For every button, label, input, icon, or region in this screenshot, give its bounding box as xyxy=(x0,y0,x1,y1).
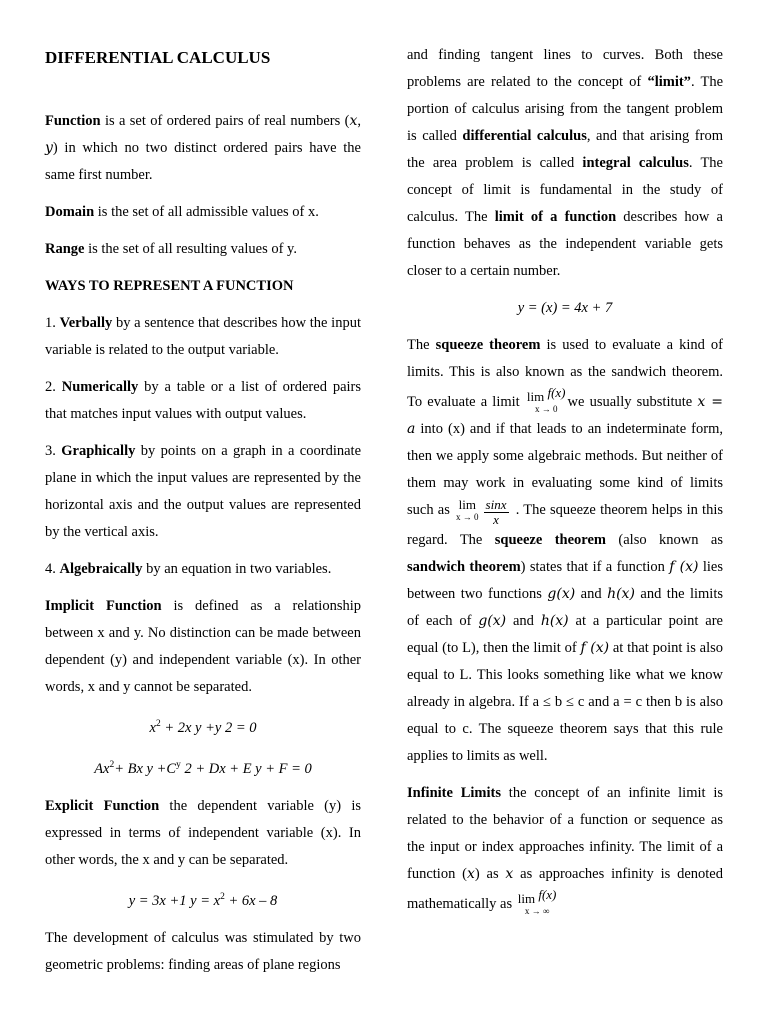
way-text: by an equation in two variables. xyxy=(142,561,332,577)
explicit-equation xyxy=(45,884,361,915)
math-inline: h(x) xyxy=(540,613,569,629)
function-definition xyxy=(45,108,361,189)
way-text: by a sentence that describes how the input variable is related to the output variable. xyxy=(45,315,361,358)
text-run: and the limits of each of xyxy=(407,586,724,629)
way-term: Numerically xyxy=(61,379,139,395)
text-run: at a particular point are equal (to L), then the limit of xyxy=(407,613,723,656)
way-term: Graphically xyxy=(61,443,136,459)
way-term: Verbally xyxy=(59,315,113,331)
limit-concept-paragraph xyxy=(407,42,723,285)
math-inline: f (x) xyxy=(580,640,610,656)
eq-part: + 2x y +y 2 = 0 xyxy=(160,720,257,736)
text-run: ) states that if a function xyxy=(520,559,670,575)
text-run: (also known as xyxy=(605,532,723,548)
text-run: describes how a function behaves as the independent variable gets closer to a certain number. xyxy=(407,209,723,279)
infinite-limits-paragraph xyxy=(407,780,723,918)
text-run: as approaches infinity is denoted mathematically as xyxy=(407,866,723,912)
text-run: and xyxy=(506,613,541,629)
math-inline: g(x) xyxy=(547,586,576,602)
way-item xyxy=(45,310,361,364)
math-inline: x xyxy=(466,866,475,882)
way-item xyxy=(45,374,361,428)
lim-subscript: x → ∞ xyxy=(524,906,550,916)
eq-exponent: 2 xyxy=(109,760,115,770)
text-run: we usually substitute xyxy=(567,394,698,410)
function-text-end: ) in which no two distinct ordered pairs have the same first number. xyxy=(45,140,361,183)
eq-part: 2 + Dx + E y + F = 0 xyxy=(180,761,312,777)
domain-definition xyxy=(45,199,361,226)
sandwich-theorem-term: sandwich theorem xyxy=(407,559,521,575)
lim-function: f xyxy=(547,385,552,400)
way-item xyxy=(45,556,361,583)
eq-part: Ax xyxy=(94,761,110,777)
explicit-text: the dependent variable (y) is expressed in terms of independent variable (x). In other words, the x and y can be separated. xyxy=(45,798,361,868)
implicit-definition xyxy=(45,593,361,701)
limit-of-function-term: limit of a function xyxy=(494,209,617,225)
math-inline: x = a xyxy=(407,394,723,437)
text-run: lies between two functions xyxy=(407,559,724,602)
text-run: . The concept of limit is fundamental in the study of calculus. The xyxy=(407,155,723,225)
limit-term: “limit” xyxy=(647,74,691,90)
page-title: DIFFERENTIAL CALCULUS xyxy=(45,48,271,67)
linear-equation: y = (x) = 4x + 7 xyxy=(517,300,613,316)
lim-subscript: x → 0 xyxy=(534,404,558,414)
math-inline: x xyxy=(505,866,514,882)
eq-exponent: 2 xyxy=(220,892,225,902)
implicit-equation-1 xyxy=(45,711,361,742)
function-text: is a set of ordered pairs of real numbers ( xyxy=(100,113,350,129)
eq-part: y = 3x +1 y = x xyxy=(128,893,221,909)
explicit-definition xyxy=(45,793,361,874)
eq-part: + 6x – 8 xyxy=(224,893,278,909)
explicit-term: Explicit Function xyxy=(45,798,160,814)
right-column xyxy=(407,0,723,928)
math-inline: h(x) xyxy=(607,586,635,602)
text-run: the concept of an infinite limit is related to the behavior of a function or sequence as the input or index approaches infinity. The limit of a function ( xyxy=(407,785,724,882)
limit-expression xyxy=(518,888,557,917)
implicit-equation-2 xyxy=(45,752,361,783)
way-number: 1. xyxy=(45,315,60,331)
integral-calculus-term: integral calculus xyxy=(582,155,689,171)
way-term: Algebraically xyxy=(59,561,143,577)
way-text: by a table or a list of ordered pairs that matches input values with output values. xyxy=(45,379,361,422)
text-run: into (x) and if that leads to an indeterminate form, then we apply some algebraic methods. But neither of them may work in evaluating some kind of limits such as xyxy=(407,421,723,518)
text-run: The xyxy=(407,337,436,353)
lim-label: lim xyxy=(526,389,545,404)
text-run: ) as xyxy=(474,866,506,882)
implicit-term: Implicit Function xyxy=(45,598,162,614)
text-run: , and that arising from the area problem is called xyxy=(407,128,723,171)
limit-expression xyxy=(456,498,479,523)
lim-subscript: x → 0 xyxy=(456,512,479,522)
text-run: . The portion of calculus arising from the tangent problem is called xyxy=(407,74,724,144)
development-paragraph: The development of calculus was stimulated by two geometric problems: finding areas of plane regions xyxy=(45,930,361,973)
lim-argument: (x) xyxy=(551,385,566,400)
lim-argument: (x) xyxy=(541,887,557,902)
text-run: at that point is also equal to L. This looks something like what we know already in algebra. If a ≤ b ≤ c and a = c then b is also equal to c. The squeeze theorem says that this rule applies to limits as well. xyxy=(407,640,723,764)
infinite-limits-term: Infinite Limits xyxy=(407,785,501,801)
lim-function: f xyxy=(538,887,542,902)
lim-label: lim xyxy=(458,497,476,512)
eq-part: + Bx y +C xyxy=(114,761,177,777)
var-y: y xyxy=(45,140,53,156)
comma: , xyxy=(357,113,361,129)
range-term: Range xyxy=(45,241,85,257)
way-number: 3. xyxy=(45,443,62,459)
limit-expression xyxy=(527,386,566,415)
left-column xyxy=(45,0,361,989)
domain-text: is the set of all admissible values of x. xyxy=(94,204,319,220)
differential-calculus-term: differential calculus xyxy=(462,128,587,144)
squeeze-theorem-term: squeeze theorem xyxy=(435,337,541,353)
way-text: by points on a graph in a coordinate plane in which the input values are represented by the horizontal axis and the output values are represented by the vertical axis. xyxy=(45,443,362,540)
eq-part: x xyxy=(149,720,156,736)
squeeze-theorem-paragraph xyxy=(407,332,723,770)
text-run: and xyxy=(575,586,608,602)
way-number: 4. xyxy=(45,561,60,577)
fraction xyxy=(484,498,509,527)
text-run: is used to evaluate a kind of limits. This is also known as the sandwich theorem. To evaluate a limit xyxy=(407,337,724,410)
range-definition xyxy=(45,236,361,263)
range-text: is the set of all resulting values of y. xyxy=(84,241,297,257)
lim-label: lim xyxy=(517,891,536,906)
fraction-numerator: sinx xyxy=(485,497,507,512)
math-inline: g(x) xyxy=(478,613,507,629)
implicit-text: is defined as a relationship between x and y. No distinction can be made between dependent (y) and independent variable (x). In other words, x and y cannot be separated. xyxy=(45,598,361,695)
eq-exponent: y xyxy=(176,760,181,770)
squeeze-theorem-term: squeeze theorem xyxy=(494,532,606,548)
function-term: Function xyxy=(45,113,101,129)
text-run: . The squeeze theorem helps in this regard. The xyxy=(407,502,723,548)
text-run: and finding tangent lines to curves. Both these problems are related to the concept of xyxy=(407,47,723,90)
eq-exponent: 2 xyxy=(155,719,161,729)
var-x: x xyxy=(349,113,358,129)
domain-term: Domain xyxy=(45,204,95,220)
way-item xyxy=(45,438,361,546)
fraction-denominator: x xyxy=(493,512,499,527)
way-number: 2. xyxy=(45,379,62,395)
math-inline: f (x) xyxy=(669,559,699,575)
ways-heading: WAYS TO REPRESENT A FUNCTION xyxy=(45,278,294,294)
